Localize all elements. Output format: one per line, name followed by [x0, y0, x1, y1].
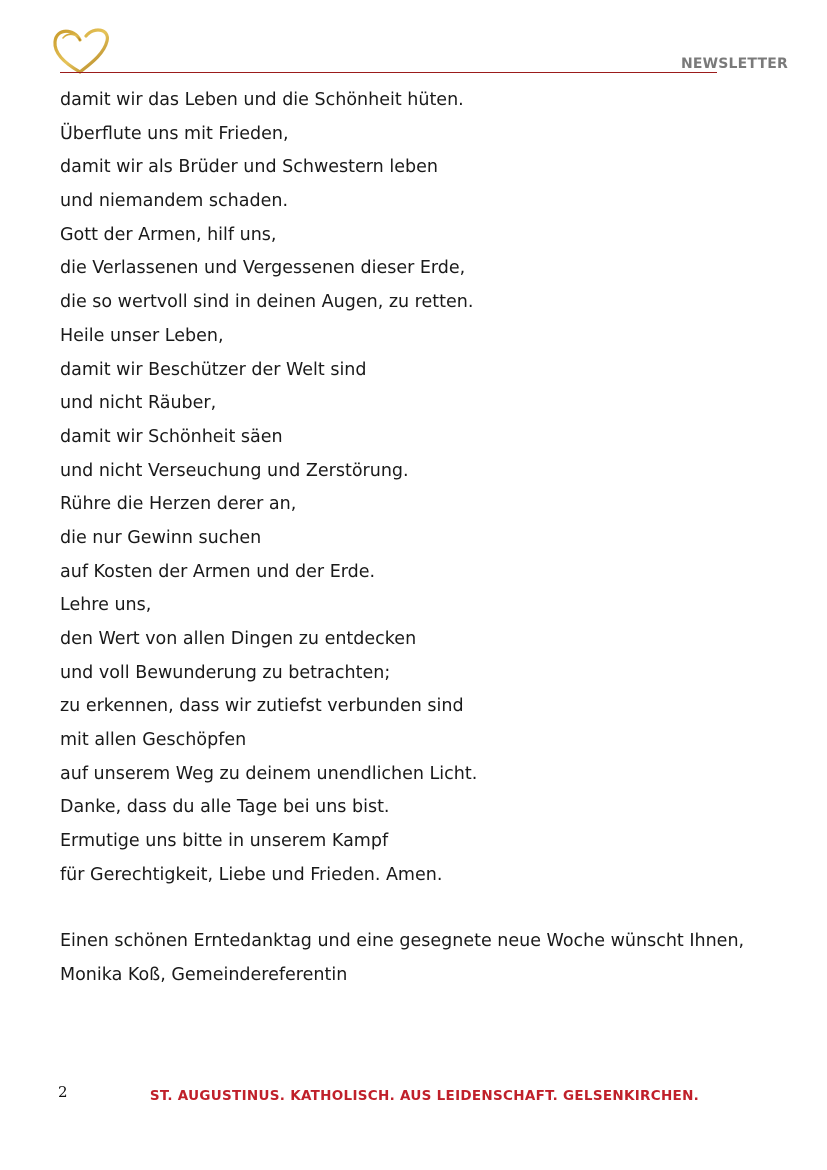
prayer-line: Überflute uns mit Frieden, [60, 123, 289, 144]
prayer-line: damit wir das Leben und die Schönheit hüten. [60, 90, 464, 110]
prayer-text [60, 84, 800, 893]
prayer-line: zu erkennen, dass wir zutiefst verbunden sind [60, 696, 464, 717]
prayer-line: Rühre die Herzen derer an, [60, 494, 297, 515]
prayer-line: damit wir als Brüder und Schwestern leben [60, 157, 438, 178]
prayer-line: auf Kosten der Armen und der Erde. [60, 561, 376, 582]
prayer-line: und nicht Räuber, [60, 393, 217, 414]
prayer-line: damit wir Schönheit säen [60, 426, 283, 447]
prayer-line: und nicht Verseuchung und Zerstörung. [60, 460, 409, 481]
prayer-line: mit allen Geschöpfen [60, 730, 247, 751]
prayer-line: den Wert von allen Dingen zu entdecken [60, 629, 417, 649]
prayer-line: die nur Gewinn suchen [60, 527, 262, 548]
prayer-line: und niemandem schaden. [60, 191, 289, 212]
signature: Monika Koß, Gemeindereferentin [60, 964, 348, 985]
footer-motto: ST. AUGUSTINUS. KATHOLISCH. AUS LEIDENSCHAFT. GELSENKIRCHEN. [149, 1088, 700, 1104]
page-number: 2 [58, 1083, 68, 1101]
prayer-line: Danke, dass du alle Tage bei uns bist. [60, 797, 390, 818]
gold-heart-logo-icon [50, 24, 112, 76]
prayer-line: Gott der Armen, hilf uns, [60, 224, 277, 245]
closing-greeting: Einen schönen Erntedanktag und eine gesegnete neue Woche wünscht Ihnen, [60, 931, 745, 951]
prayer-line: Ermutige uns bitte in unserem Kampf [60, 831, 389, 852]
prayer-line: für Gerechtigkeit, Liebe und Frieden. Amen. [60, 864, 443, 885]
newsletter-title: NEWSLETTER [680, 56, 788, 72]
prayer-line: Lehre uns, [60, 595, 152, 616]
prayer-line: die Verlassenen und Vergessenen dieser Erde, [60, 258, 466, 279]
prayer-line: damit wir Beschützer der Welt sind [60, 359, 367, 380]
closing-section [60, 925, 800, 992]
prayer-line: die so wertvoll sind in deinen Augen, zu retten. [60, 292, 474, 313]
prayer-line: Heile unser Leben, [60, 325, 224, 346]
prayer-line: auf unserem Weg zu deinem unendlichen Licht. [60, 763, 478, 784]
header-divider [60, 72, 717, 73]
prayer-line: und voll Bewunderung zu betrachten; [60, 662, 391, 683]
